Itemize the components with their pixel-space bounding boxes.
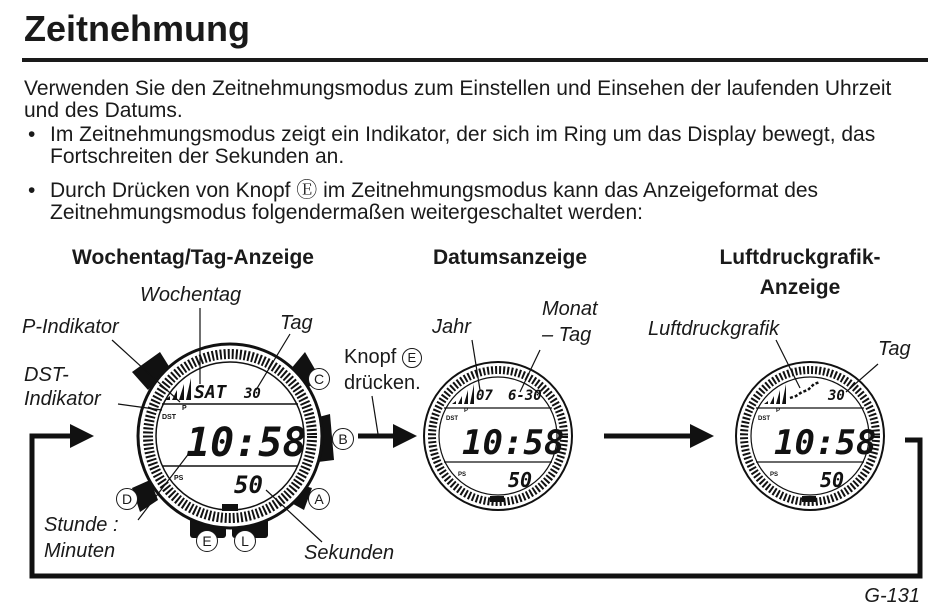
p-mark: P [182, 405, 187, 412]
bullet-text: Im Zeitnehmungsmodus zeigt ein Indikator, der sich im Ring um das Display bewegt, das Fortschreiten der Sekunden an. [50, 123, 876, 168]
arrowhead-1 [393, 424, 417, 448]
label-dst-1: DST- [24, 364, 69, 386]
label-monat-2: – Tag [542, 324, 592, 346]
intro-paragraph: Verwenden Sie den Zeitnehmungsmodus zum Einstellen und Einsehen der laufenden Uhrzeit und des Datums. [24, 77, 892, 122]
display-seconds: 50 [234, 471, 263, 499]
label-jahr: Jahr [432, 316, 471, 338]
label-dst-2: Indikator [24, 388, 101, 410]
button-e-marker: E [196, 530, 218, 552]
label-tag-baro: Tag [878, 338, 911, 360]
display-seconds: 50 [820, 468, 845, 492]
watch-baro [736, 362, 884, 510]
button-e-symbol: E [402, 348, 422, 368]
bullet-dot: • [28, 123, 36, 146]
dst-mark: DST [162, 414, 176, 421]
button-l-marker: L [234, 530, 256, 552]
heading-weekday-display: Wochentag/Tag-Anzeige [72, 246, 314, 269]
p-mark: P [464, 408, 469, 414]
heading-date-display: Datumsanzeige [432, 246, 588, 269]
label-monat-1: Monat [542, 298, 598, 320]
label-stunde-2: Minuten [44, 540, 116, 562]
page-title: Zeitnehmung [24, 8, 250, 49]
loop-arrowhead [70, 424, 94, 448]
button-a-marker: A [308, 488, 330, 510]
bullet-text: Durch Drücken von Knopf Ⓔ im Zeitnehmungsmodus kann das Anzeigeformat des Zeitnehmungsmodus folgendermaßen weitergeschaltet werden: [50, 179, 819, 224]
watch-weekday [132, 344, 334, 538]
label-tag: Tag [280, 312, 313, 334]
label-stunde-1: Stunde : [44, 514, 119, 536]
p-mark: P [776, 408, 781, 414]
bullet-dot: • [28, 179, 36, 202]
display-year: 07 [476, 388, 493, 404]
display-seconds: 50 [508, 468, 533, 492]
display-time: 10:58 [186, 420, 307, 466]
ps-mark: PS [770, 472, 779, 478]
ps-mark: PS [458, 472, 467, 478]
display-day: 30 [828, 388, 845, 404]
display-time: 10:58 [774, 423, 877, 463]
display-day: 30 [244, 386, 261, 402]
label-wochentag: Wochentag [140, 284, 242, 306]
display-month-day: 6-30 [508, 388, 542, 404]
label-knopf-2: drücken. [344, 372, 421, 394]
label-knopf-1 [344, 346, 422, 369]
label-knopf-text: Knopf [344, 346, 397, 368]
display-time: 10:58 [462, 423, 565, 463]
dst-mark: DST [758, 416, 770, 422]
ps-mark: PS [174, 475, 184, 482]
watch-date [424, 362, 572, 510]
button-b-marker: B [332, 428, 354, 450]
heading-baro-display-2: Anzeige [759, 276, 841, 299]
display-weekday: SAT [194, 382, 227, 403]
label-p-indikator: P-Indikator [22, 316, 119, 338]
page-number: G-131 [864, 585, 920, 607]
label-luftdruckgrafik: Luftdruckgrafik [648, 318, 780, 340]
dst-mark: DST [446, 416, 458, 422]
button-d-marker: D [116, 488, 138, 510]
heading-baro-display-1: Luftdruckgrafik- [719, 246, 881, 269]
button-c-marker: C [308, 368, 330, 390]
label-sekunden: Sekunden [304, 542, 395, 564]
arrowhead-2 [690, 424, 714, 448]
